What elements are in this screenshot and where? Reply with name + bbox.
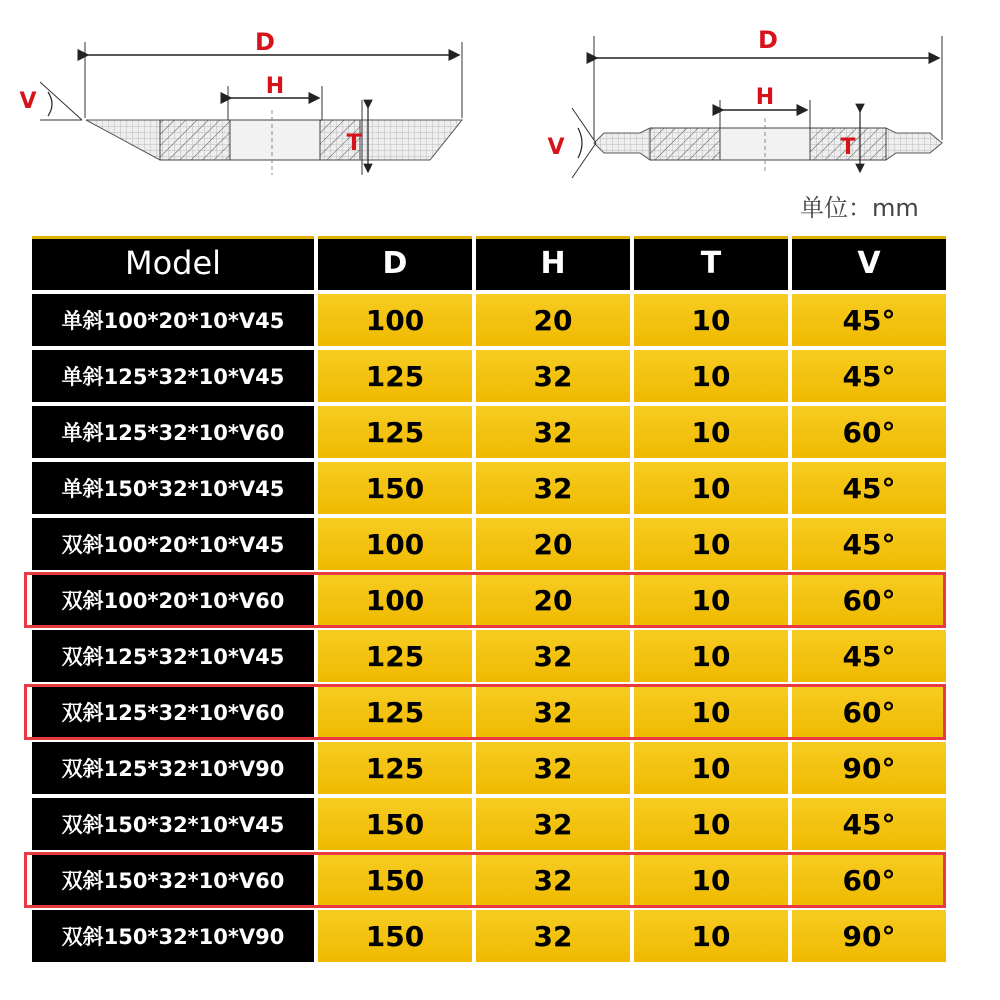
- left-t-label: T: [346, 131, 362, 156]
- table-row: [32, 854, 946, 906]
- v-cell: 45°: [788, 294, 946, 346]
- t-cell: 10: [630, 406, 788, 458]
- d-cell: 125: [314, 742, 472, 794]
- t-cell: 10: [630, 518, 788, 570]
- v-cell: 45°: [788, 630, 946, 682]
- t-cell: 10: [630, 686, 788, 738]
- d-cell: 150: [314, 798, 472, 850]
- model-cell: 单斜100*20*10*V45: [32, 294, 314, 346]
- v-cell: 60°: [788, 686, 946, 738]
- model-cell: 单斜150*32*10*V45: [32, 462, 314, 514]
- table-row: [32, 798, 946, 850]
- d-cell: 150: [314, 462, 472, 514]
- h-cell: 32: [472, 910, 630, 962]
- d-cell: 125: [314, 686, 472, 738]
- d-cell: 100: [314, 574, 472, 626]
- d-cell: 150: [314, 854, 472, 906]
- d-cell: 150: [314, 910, 472, 962]
- v-cell: 45°: [788, 518, 946, 570]
- v-cell: 60°: [788, 574, 946, 626]
- h-cell: 32: [472, 742, 630, 794]
- table-row: [32, 350, 946, 402]
- table-row: [32, 630, 946, 682]
- model-cell: 双斜150*32*10*V90: [32, 910, 314, 962]
- header-d: D: [314, 236, 472, 290]
- model-cell: 双斜125*32*10*V45: [32, 630, 314, 682]
- h-cell: 32: [472, 798, 630, 850]
- right-d-label: D: [758, 26, 778, 54]
- table-row: [32, 406, 946, 458]
- header-t: T: [630, 236, 788, 290]
- model-cell: 单斜125*32*10*V60: [32, 406, 314, 458]
- specifications-table: [32, 232, 946, 966]
- table-row: [32, 574, 946, 626]
- model-cell: 双斜150*32*10*V60: [32, 854, 314, 906]
- model-cell: 双斜150*32*10*V45: [32, 798, 314, 850]
- left-d-label: D: [255, 28, 275, 56]
- t-cell: 10: [630, 630, 788, 682]
- left-h-label: H: [265, 74, 285, 99]
- model-cell: 双斜100*20*10*V60: [32, 574, 314, 626]
- t-cell: 10: [630, 350, 788, 402]
- left-v-label: V: [19, 89, 37, 114]
- t-cell: 10: [630, 574, 788, 626]
- table-row: [32, 910, 946, 962]
- table-header-row: [32, 236, 946, 290]
- table-row: [32, 518, 946, 570]
- d-cell: 125: [314, 350, 472, 402]
- h-cell: 20: [472, 574, 630, 626]
- v-cell: 45°: [788, 350, 946, 402]
- d-cell: 100: [314, 518, 472, 570]
- table-row: [32, 294, 946, 346]
- t-cell: 10: [630, 910, 788, 962]
- v-cell: 45°: [788, 798, 946, 850]
- v-cell: 45°: [788, 462, 946, 514]
- t-cell: 10: [630, 798, 788, 850]
- table-row: [32, 686, 946, 738]
- table-row: [32, 742, 946, 794]
- h-cell: 20: [472, 294, 630, 346]
- header-h: H: [472, 236, 630, 290]
- model-cell: 双斜125*32*10*V60: [32, 686, 314, 738]
- t-cell: 10: [630, 854, 788, 906]
- h-cell: 32: [472, 630, 630, 682]
- v-cell: 90°: [788, 742, 946, 794]
- right-v-label: V: [547, 135, 565, 160]
- v-cell: 90°: [788, 910, 946, 962]
- model-cell: 双斜100*20*10*V45: [32, 518, 314, 570]
- right-t-label: T: [840, 135, 856, 160]
- right-h-label: H: [755, 85, 775, 110]
- t-cell: 10: [630, 462, 788, 514]
- header-v: V: [788, 236, 946, 290]
- t-cell: 10: [630, 294, 788, 346]
- d-cell: 125: [314, 406, 472, 458]
- single-bevel-diagram: [19, 28, 462, 175]
- table-row: [32, 462, 946, 514]
- d-cell: 125: [314, 630, 472, 682]
- t-cell: 10: [630, 742, 788, 794]
- h-cell: 32: [472, 462, 630, 514]
- v-cell: 60°: [788, 406, 946, 458]
- h-cell: 32: [472, 406, 630, 458]
- h-cell: 32: [472, 350, 630, 402]
- h-cell: 32: [472, 686, 630, 738]
- header-model: Model: [32, 236, 314, 290]
- d-cell: 100: [314, 294, 472, 346]
- h-cell: 20: [472, 518, 630, 570]
- h-cell: 32: [472, 854, 630, 906]
- v-cell: 60°: [788, 854, 946, 906]
- model-cell: 单斜125*32*10*V45: [32, 350, 314, 402]
- double-bevel-diagram: [547, 26, 942, 178]
- unit-label: 单位：mm: [800, 194, 919, 222]
- model-cell: 双斜125*32*10*V90: [32, 742, 314, 794]
